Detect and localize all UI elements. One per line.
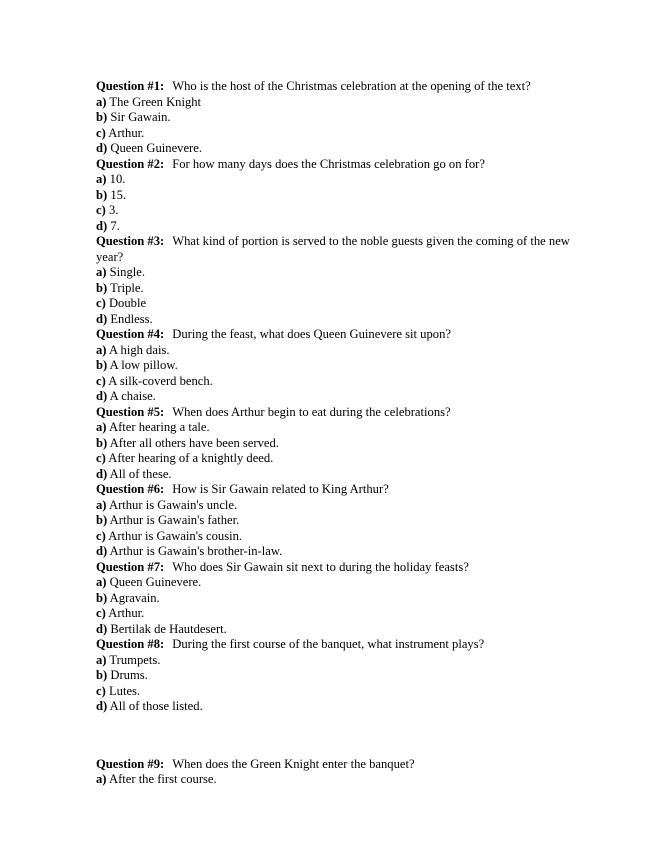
option-letter: a) xyxy=(96,497,107,512)
question-text: Who is the host of the Christmas celebration at the opening of the text? xyxy=(172,79,531,93)
option-d xyxy=(96,699,571,715)
option-text: A silk-coverd bench. xyxy=(108,373,213,388)
option-text: 3. xyxy=(108,203,119,217)
option-letter: c) xyxy=(96,125,106,140)
option-text: Queen Guinevere. xyxy=(110,141,202,155)
option-letter: a) xyxy=(96,772,107,786)
document-page xyxy=(96,79,571,788)
option-letter: a) xyxy=(96,342,107,357)
option-text: All of these. xyxy=(109,466,172,481)
option-text: All of those listed. xyxy=(109,699,203,713)
option-b xyxy=(96,591,571,607)
option-c xyxy=(96,684,571,700)
option-text: After hearing a tale. xyxy=(108,420,210,434)
option-letter: b) xyxy=(96,590,108,605)
option-letter: d) xyxy=(96,141,108,155)
question-3 xyxy=(96,234,571,327)
option-letter: a) xyxy=(96,420,107,434)
option-text: A chaise. xyxy=(109,389,156,403)
option-a xyxy=(96,772,571,788)
option-b xyxy=(96,188,571,204)
option-text: After hearing of a knightly deed. xyxy=(108,451,274,465)
option-text: Trumpets. xyxy=(109,652,161,667)
option-letter: d) xyxy=(96,699,108,713)
option-letter: a) xyxy=(96,94,107,109)
option-letter: b) xyxy=(96,435,108,450)
option-a xyxy=(96,95,571,111)
option-letter: d) xyxy=(96,389,108,403)
option-letter: c) xyxy=(96,373,106,388)
option-c xyxy=(96,451,571,467)
option-letter: a) xyxy=(96,265,107,279)
option-d xyxy=(96,312,571,328)
option-d xyxy=(96,219,571,235)
question-label: Question #8: xyxy=(96,637,165,651)
option-text: The Green Knight xyxy=(109,94,202,109)
option-letter: b) xyxy=(96,187,108,202)
option-b xyxy=(96,110,571,126)
option-letter: d) xyxy=(96,621,108,636)
option-b xyxy=(96,281,571,297)
option-letter: d) xyxy=(96,544,108,558)
option-text: Arthur is Gawain's cousin. xyxy=(108,528,243,543)
question-text: What kind of portion is served to the noble guests given the coming of the new year? xyxy=(96,234,570,264)
option-c xyxy=(96,606,571,622)
option-text: A high dais. xyxy=(108,342,170,357)
option-b xyxy=(96,513,571,529)
option-d xyxy=(96,389,571,405)
option-text: Arthur is Gawain's uncle. xyxy=(108,497,238,512)
option-text: Arthur. xyxy=(108,606,145,620)
option-b xyxy=(96,668,571,684)
option-d xyxy=(96,141,571,157)
option-letter: d) xyxy=(96,466,108,481)
option-text: Arthur is Gawain's father. xyxy=(109,513,240,527)
option-text: After the first course. xyxy=(108,772,217,786)
option-a xyxy=(96,420,571,436)
option-letter: b) xyxy=(96,668,108,682)
option-text: After all others have been served. xyxy=(109,435,279,450)
question-text: During the first course of the banquet, what instrument plays? xyxy=(172,637,485,651)
option-d xyxy=(96,622,571,638)
option-c xyxy=(96,374,571,390)
question-label: Question #5: xyxy=(96,404,165,419)
option-letter: c) xyxy=(96,296,106,310)
option-letter: c) xyxy=(96,683,106,698)
option-c xyxy=(96,296,571,312)
question-label: Question #1: xyxy=(96,79,165,93)
option-text: Double xyxy=(108,296,147,310)
option-a xyxy=(96,265,571,281)
option-letter: a) xyxy=(96,172,107,186)
option-text: Endless. xyxy=(110,311,153,326)
question-2 xyxy=(96,157,571,235)
option-c xyxy=(96,203,571,219)
option-letter: b) xyxy=(96,513,108,527)
question-text: When does the Green Knight enter the banquet? xyxy=(172,756,415,771)
question-8 xyxy=(96,637,571,715)
question-6 xyxy=(96,482,571,560)
question-5 xyxy=(96,405,571,483)
option-letter: b) xyxy=(96,280,108,295)
option-a xyxy=(96,172,571,188)
option-text: Triple. xyxy=(110,280,144,295)
option-letter: b) xyxy=(96,358,108,372)
question-4 xyxy=(96,327,571,405)
option-text: Queen Guinevere. xyxy=(109,575,202,589)
option-c xyxy=(96,529,571,545)
option-a xyxy=(96,343,571,359)
option-letter: c) xyxy=(96,451,106,465)
option-letter: d) xyxy=(96,218,108,233)
option-letter: d) xyxy=(96,311,108,326)
option-c xyxy=(96,126,571,142)
option-text: Agravain. xyxy=(109,590,160,605)
question-label: Question #2: xyxy=(96,156,165,171)
question-label: Question #9: xyxy=(96,756,165,771)
question-9 xyxy=(96,757,571,788)
question-text: Who does Sir Gawain sit next to during the holiday feasts? xyxy=(172,559,469,574)
question-label: Question #7: xyxy=(96,559,165,574)
option-text: Lutes. xyxy=(108,683,141,698)
option-a xyxy=(96,498,571,514)
option-a xyxy=(96,653,571,669)
question-label: Question #6: xyxy=(96,482,165,496)
option-text: Drums. xyxy=(110,668,148,682)
option-text: 10. xyxy=(109,172,126,186)
option-letter: a) xyxy=(96,575,107,589)
option-letter: b) xyxy=(96,110,108,124)
option-letter: a) xyxy=(96,652,107,667)
option-text: Arthur. xyxy=(108,125,145,140)
question-text: When does Arthur begin to eat during the celebrations? xyxy=(172,404,451,419)
option-b xyxy=(96,436,571,452)
option-a xyxy=(96,575,571,591)
question-text: For how many days does the Christmas celebration go on for? xyxy=(172,156,485,171)
question-1 xyxy=(96,79,571,157)
option-letter: c) xyxy=(96,606,106,620)
question-label: Question #3: xyxy=(96,234,165,248)
option-text: 7. xyxy=(110,218,120,233)
option-d xyxy=(96,544,571,560)
option-text: 15. xyxy=(110,187,127,202)
option-d xyxy=(96,467,571,483)
option-text: Arthur is Gawain's brother-in-law. xyxy=(109,544,283,558)
option-letter: c) xyxy=(96,203,106,217)
option-letter: c) xyxy=(96,528,106,543)
option-b xyxy=(96,358,571,374)
option-text: Single. xyxy=(109,265,145,279)
option-text: Bertilak de Hautdesert. xyxy=(110,621,227,636)
question-text: During the feast, what does Queen Guinevere sit upon? xyxy=(172,327,451,341)
question-text: How is Sir Gawain related to King Arthur? xyxy=(172,482,389,496)
question-7 xyxy=(96,560,571,638)
question-label: Question #4: xyxy=(96,327,165,341)
page-gap xyxy=(96,715,571,757)
option-text: Sir Gawain. xyxy=(110,110,171,124)
option-text: A low pillow. xyxy=(109,358,178,372)
